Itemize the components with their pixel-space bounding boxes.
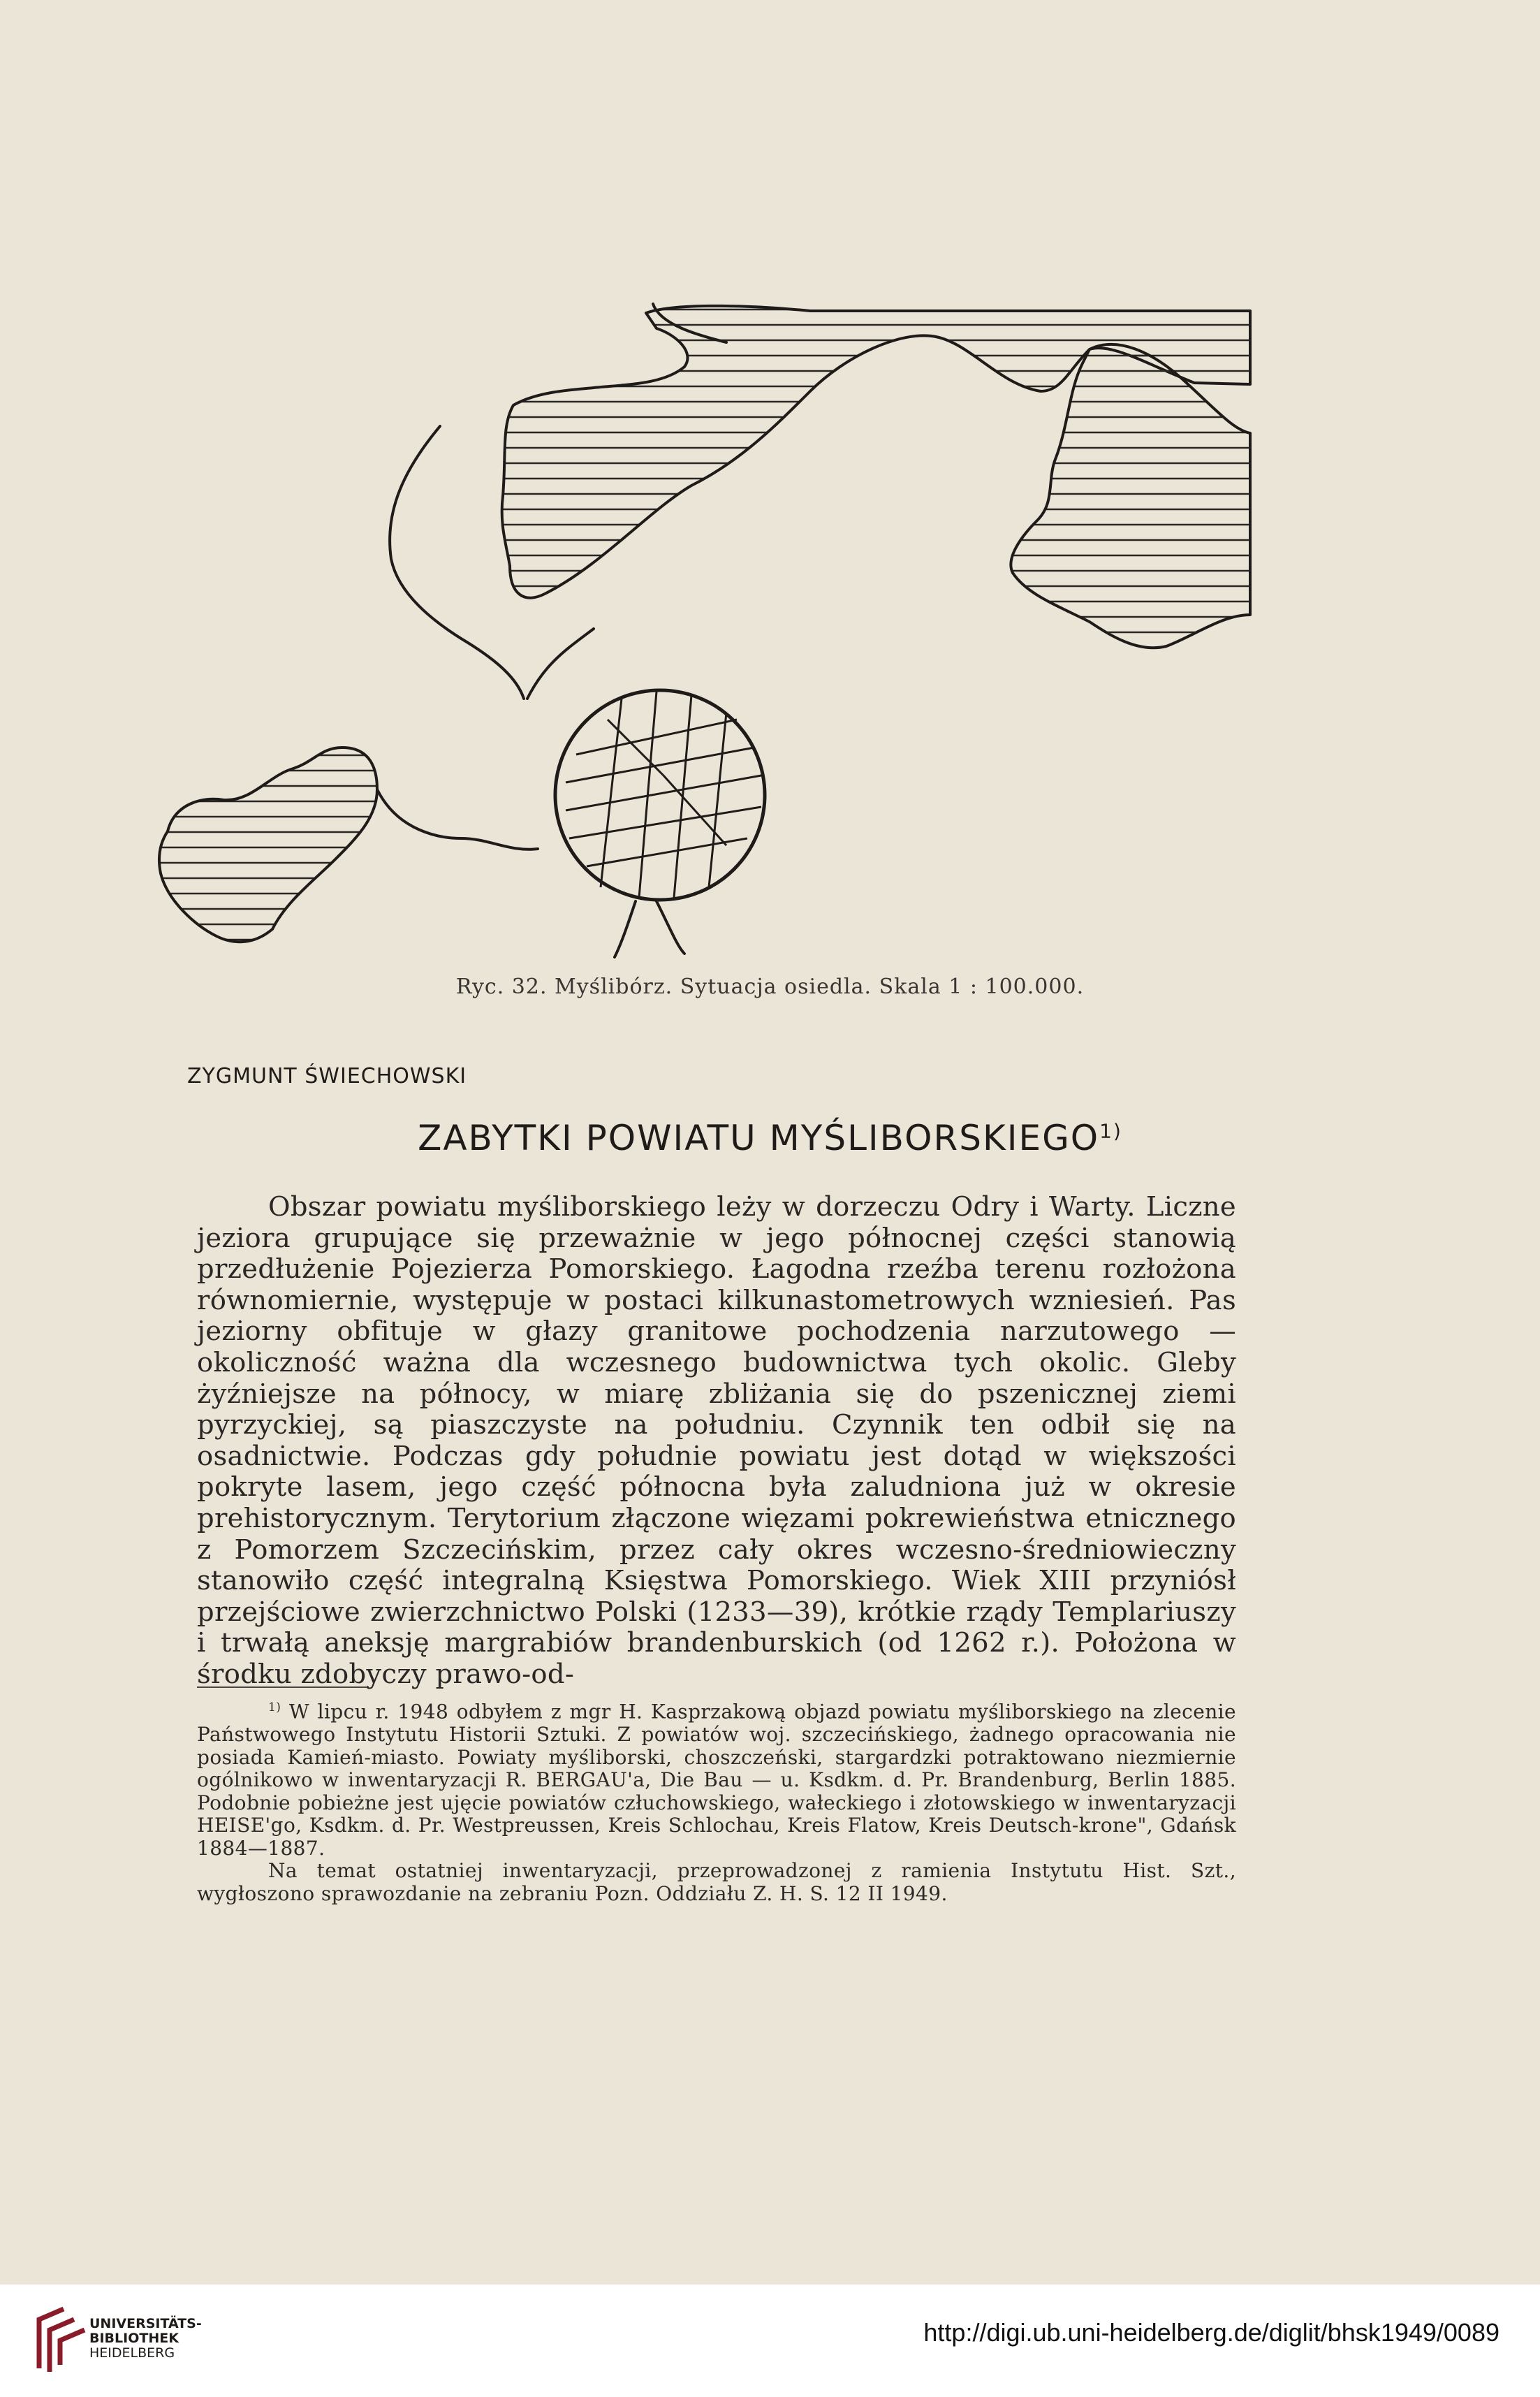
- footnotes: [197, 1696, 1236, 1906]
- library-name-line-2: BIBLIOTHEK: [89, 2331, 179, 2346]
- road-west: [377, 789, 538, 850]
- library-name-line-3: HEIDELBERG: [89, 2345, 175, 2361]
- figure-caption: Ryc. 32. Myślibórz. Sytuacja osiedla. Skala 1 : 100.000.: [455, 975, 1085, 999]
- road-northeast: [527, 629, 594, 699]
- road-south: [657, 901, 684, 954]
- digital-object-url[interactable]: http://digi.ub.uni-heidelberg.de/diglit/bhsk1949/0089: [923, 2318, 1499, 2347]
- footnote-2: Na temat ostatniej inwentaryzacji, przeprowadzonej z ramienia Instytutu Hist. Szt., wygłoszono sprawozdanie na zebraniu Pozn. Oddziału Z. H. S. 12 II 1949.: [197, 1859, 1236, 1906]
- lake-west: [159, 748, 377, 942]
- author-name: ZYGMUNT ŚWIECHOWSKI: [187, 1064, 467, 1088]
- university-library-logo-icon: [32, 2305, 96, 2375]
- body-text: [197, 1192, 1236, 1691]
- footnote-divider: [197, 1686, 367, 1688]
- settlement-map-figure: [147, 286, 1264, 971]
- article-title: [0, 1118, 1540, 1158]
- article-title-text: ZABYTKI POWIATU MYŚLIBORSKIEGO: [418, 1118, 1100, 1158]
- town-of-mysliborz: [555, 690, 765, 900]
- title-footnote-mark: 1): [1099, 1119, 1122, 1143]
- library-name: [89, 2317, 202, 2361]
- body-paragraph: Obszar powiatu myśliborskiego leży w dorzeczu Odry i Warty. Liczne jeziora grupujące się przeważnie w jego północnej części stanowią przedłużenie Pojezierza Pomorskiego. Łagodna rzeźba terenu rozłożona równomiernie, występuje w postaci kilkunastometrowych wzniesień. Pas jeziorny obfituje w głazy granitowe pochodzenia narzutowego — okoliczność ważna dla wczesnego budownictwa tych okolic. Gleby żyźniejsze na północy, w miarę zbliżania się do pszenicznej ziemi pyrzyckiej, są piaszczyste na południu. Czynnik ten odbił się na osadnictwie. Podczas gdy południe powiatu jest dotąd w większości pokryte lasem, jego część północna była zaludniona już w okresie prehistorycznym. Terytorium złączone więzami pokrewieństwa etnicznego z Pomorzem Szczecińskim, przez cały okres wczesno-średniowieczny stanowiło część integralną Księstwa Pomorskiego. Wiek XIII przyniósł przejściowe zwierzchnictwo Polski (1233—39), krótkie rządy Templariuszy i trwałą aneksję margrabiów brandenburskich (od 1262 r.). Położona w środku zdobyczy prawo-od-: [197, 1191, 1236, 1690]
- footnote-1-text: W lipcu r. 1948 odbyłem z mgr H. Kasprzakową objazd powiatu myśliborskiego na zlecenie Państwowego Instytutu Historii Sztuki. Z powiatów woj. szczecińskiego, żadnego opracowania nie posiada Kamień-miasto. Powiaty myśliborski, choszczeński, stargardzki potraktowano niezmiernie ogólnikowo w inwentaryzacji R. BERGAU'a, Die Bau — u. Ksdkm. d. Pr. Brandenburg, Berlin 1885. Podobnie pobieżne jest ujęcie powiatów człuchowskiego, wałeckiego i złotowskiego w inwentaryzacji HEISE'go, Ksdkm. d. Pr. Westpreussen, Kreis Schlochau, Kreis Flatow, Kreis Deutsch-krone", Gdańsk 1884—1887.: [197, 1700, 1236, 1860]
- footnote-1: [197, 1696, 1236, 1860]
- road-south-2: [615, 901, 636, 957]
- library-footer: [0, 2285, 1540, 2397]
- library-name-line-1: UNIVERSITÄTS-: [89, 2316, 202, 2331]
- footnote-1-mark: 1): [268, 1700, 281, 1714]
